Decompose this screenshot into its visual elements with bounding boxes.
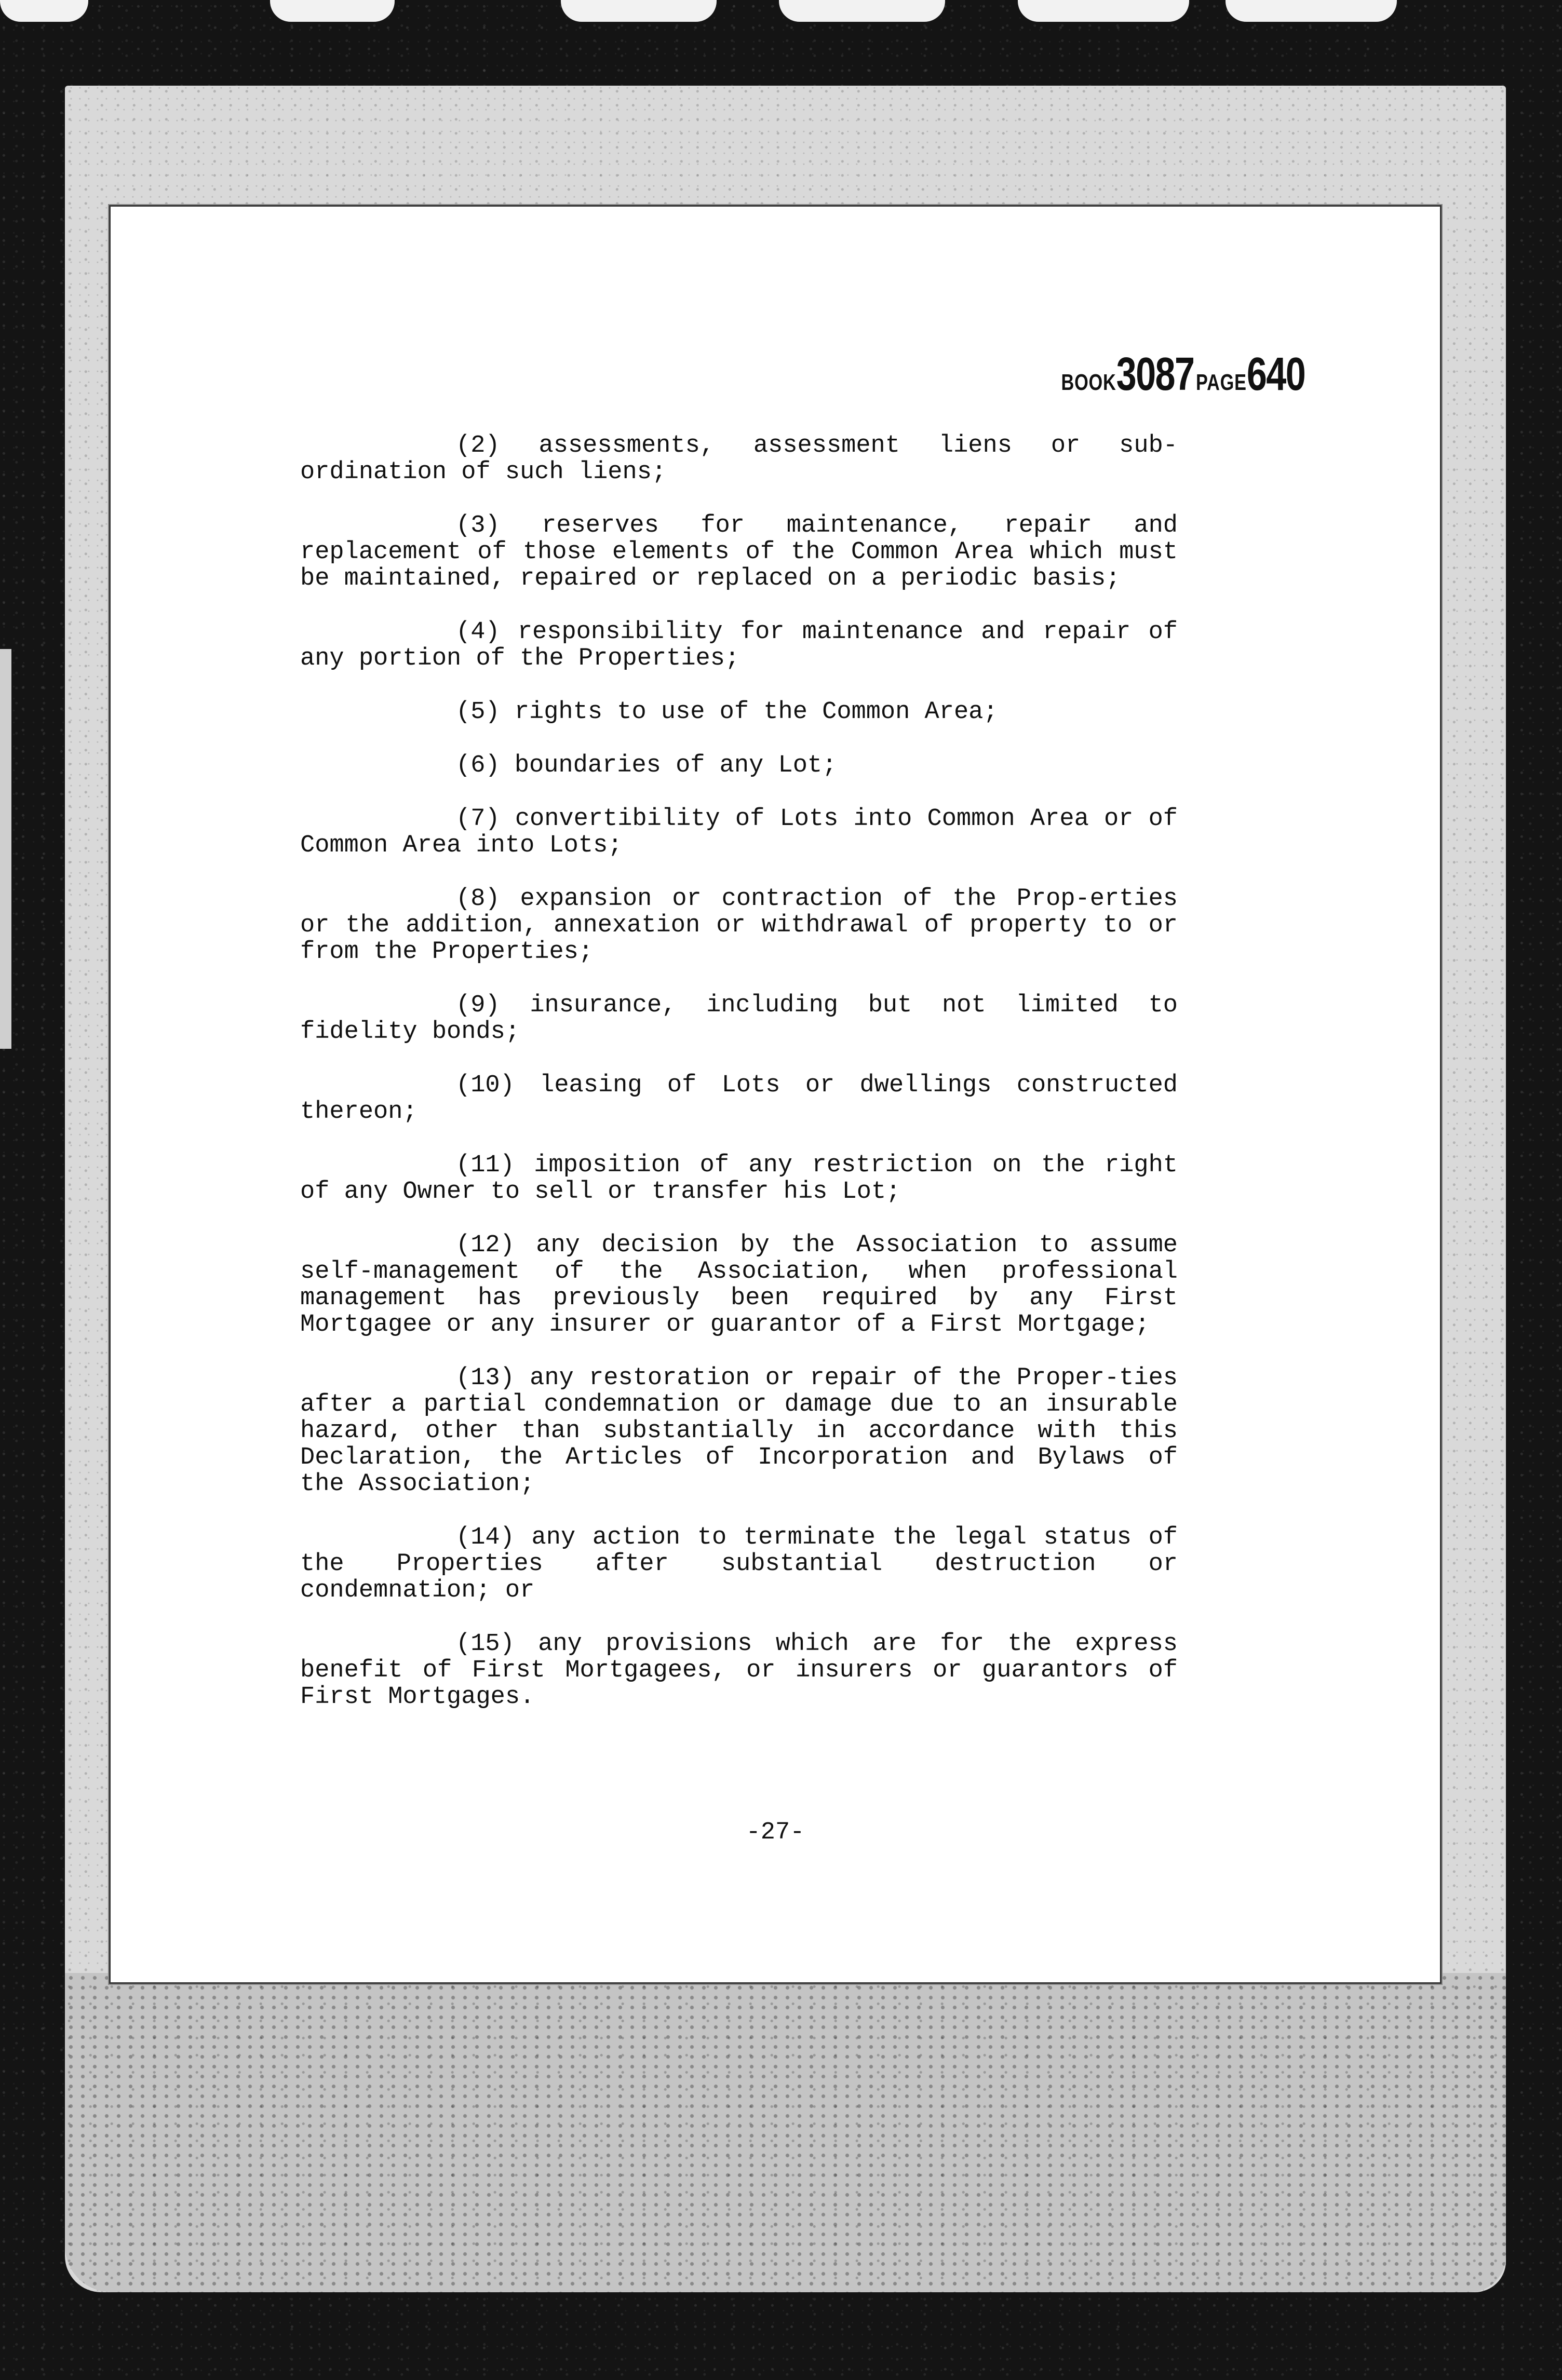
paragraph-item-4: (4) responsibility for maintenance and repair of any portion of the Properties;	[300, 618, 1178, 672]
top-banner-fragment	[779, 0, 945, 22]
top-banner-fragment	[0, 0, 88, 22]
book-page-stamp	[1061, 348, 1305, 401]
top-banner-fragment	[1018, 0, 1189, 22]
top-banner-fragment	[270, 0, 395, 22]
outer-sheet-bottom	[65, 1973, 1506, 2292]
document-page	[109, 205, 1442, 1984]
paragraph-item-10: (10) leasing of Lots or dwellings constructed thereon;	[300, 1072, 1178, 1126]
paragraph-item-5: (5) rights to use of the Common Area;	[456, 698, 998, 726]
paragraph-item-12: (12) any decision by the Association to assume self-management of the Association, when professional management has previously been required by any First Mortgagee or any insurer or guarantor of a First Mortgage;	[300, 1232, 1178, 1338]
paragraph-item-13: (13) any restoration or repair of the Proper-ties after a partial condemnation or damage due to an insurable hazard, other than substantially in accordance with this Declaration, the Articles of Incorporation and Bylaws of the Association;	[300, 1364, 1178, 1498]
paragraph-item-7: (7) convertibility of Lots into Common Area or of Common Area into Lots;	[300, 805, 1178, 859]
document-body	[300, 432, 1178, 1737]
left-edge-strip	[0, 649, 11, 1049]
paragraph-item-9: (9) insurance, including but not limited to fidelity bonds;	[300, 992, 1178, 1046]
page-number-stamp: 640	[1246, 348, 1305, 400]
page-label: PAGE	[1195, 370, 1247, 395]
paragraph-item-8: (8) expansion or contraction of the Prop-erties or the addition, annexation or withdrawal of property to or from the Properties;	[300, 885, 1178, 966]
book-number: 3087	[1116, 348, 1194, 400]
paragraph-item-14: (14) any action to terminate the legal status of the Properties after substantial destruction or condemnation; or	[300, 1524, 1178, 1604]
book-label: BOOK	[1061, 370, 1116, 395]
top-banner-fragment	[561, 0, 717, 22]
paragraph-item-2: (2) assessments, assessment liens or sub-ordination of such liens;	[300, 432, 1178, 486]
paragraph-item-6: (6) boundaries of any Lot;	[456, 752, 837, 779]
paragraph-item-11: (11) imposition of any restriction on the right of any Owner to sell or transfer his Lot;	[300, 1152, 1178, 1206]
paragraph-item-15: (15) any provisions which are for the express benefit of First Mortgagees, or insurers or guarantors of First Mortgages.	[300, 1630, 1178, 1711]
paragraph-item-3: (3) reserves for maintenance, repair and replacement of those elements of the Common Area which must be maintained, repaired or replaced on a periodic basis;	[300, 512, 1178, 592]
top-banner-fragment	[1226, 0, 1397, 22]
page-footer-number: -27-	[746, 1819, 805, 1846]
